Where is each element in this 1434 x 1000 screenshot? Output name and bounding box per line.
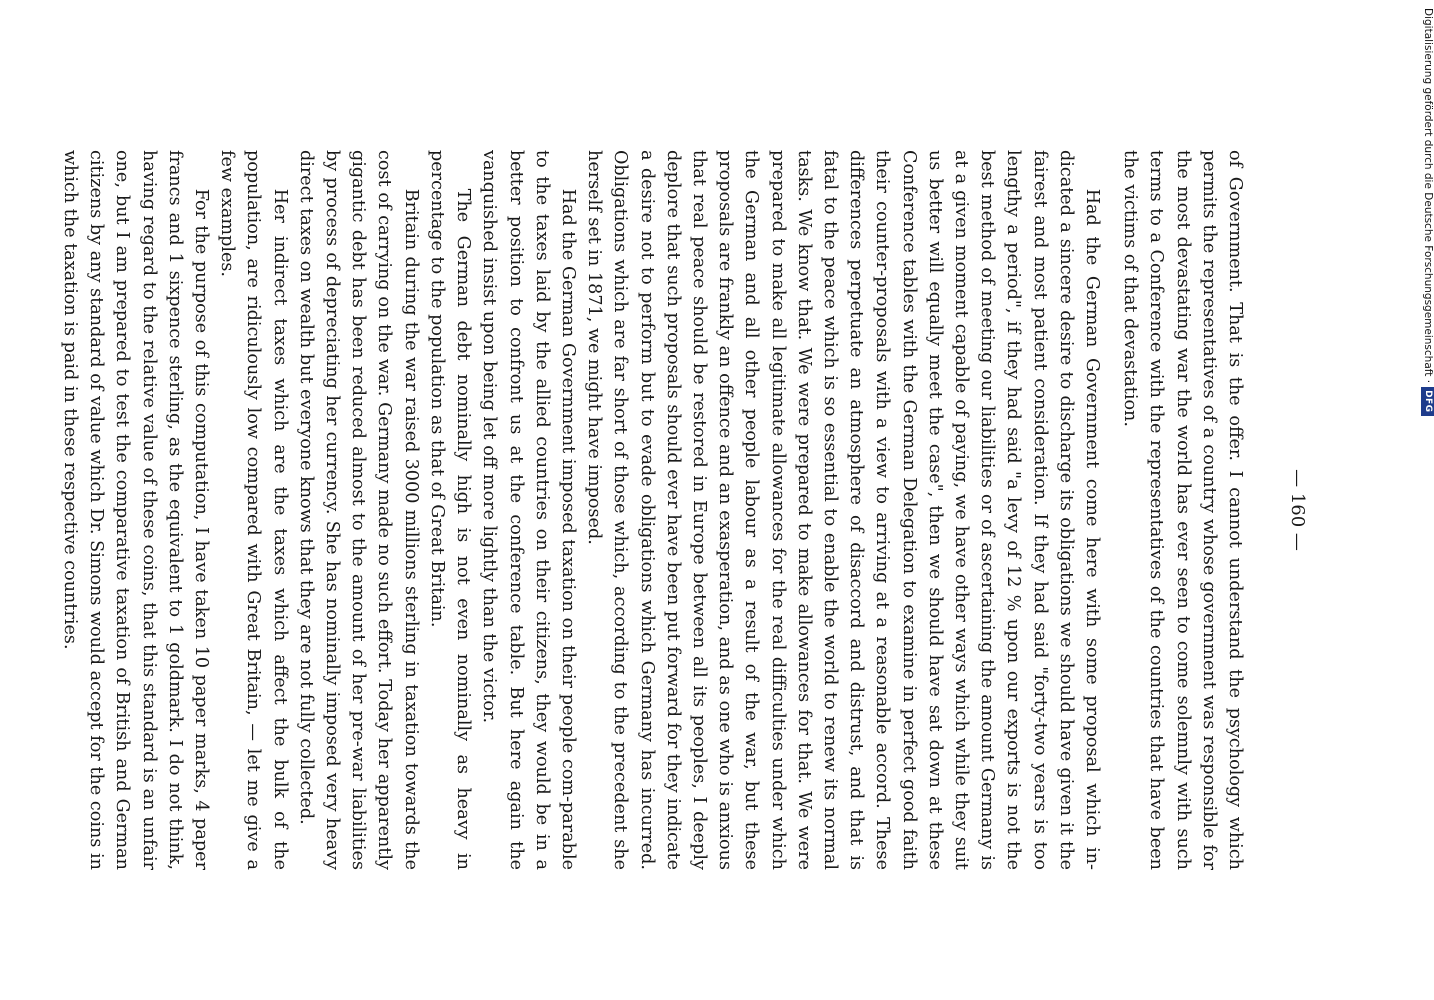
body-text xyxy=(57,150,1248,870)
paragraph-6: Her indirect taxes which are the taxes which affect the bulk of the population, are ridiculously low compared with Great Britain, — let me give a few examples. xyxy=(217,150,290,870)
digitization-stamp-text-row xyxy=(1417,8,1434,413)
digitization-stamp xyxy=(1409,0,1434,413)
digitization-credit-text: Digitalisierung gefördert durch die Deutsche Forschungsgemeinschaft · xyxy=(1422,8,1434,384)
paragraph-1: of Government. That is the offer. I cannot understand the psychology which permits the representatives of a country whose government was responsible for the most devastating war the world has ever seen to come solemnly with such terms to a Conference with the representatives of the countries that have been the victims of that devastation. xyxy=(1120,150,1245,870)
rotated-page-content xyxy=(60,150,1310,870)
dfg-logo-icon: DFG xyxy=(1421,387,1434,416)
paragraph-7: For the purpose of this computation, I have taken 10 paper marks, 4 paper francs and 1 sixpence sterling, as the equivalent to 1 goldmark. I do not think, having regard to the relative value of these coins, that this standard is an unfair one, but I am prepared to test the comparative taxation of British and German citizens by any standard of value which Dr. Simons would accept for the coins in which the taxation is paid in these respective countries. xyxy=(60,150,212,870)
paragraph-4: The German debt nominally high is not even nominally as heavy in percentage to the population as that of Great Britain. xyxy=(426,150,474,870)
paragraph-5: Britain during the war raised 3000 millions sterling in taxation towards the cost of carrying on the war. Germany made no such effort. Today her apparently gigantic debt has been reduced almost to the amount of her pre-war liabilities by process of depreciating her currency. She has nominally imposed very heavy direct taxes on wealth but everyone knows that they are not fully collected. xyxy=(295,150,421,870)
paragraph-3: Had the German Government imposed taxation on their people com-parable to the taxes laid by the allied countries on their citizens, they would be in a better position to confront us at the conference table. But here again the vanquished insist upon being let off more lightly than the victor. xyxy=(479,150,578,870)
paragraph-2: Had the German Government come here with some proposal which in-dicated a sincere desire to discharge its obligations we should have given it the fairest and most patient consideration. If they had said "forty-two years is too lengthy a period", if they had said "a levy of 12 % upon our exports is not the best method of meeting our liabilities or of ascertaining the amount Germany is at a given moment capable of paying, we have other ways which while they suit us better will equally meet the case", then we should have sat down at these Conference tables with the German Delegation to examine in perfect good faith their counter-proposals with a view to arriving at a reasonable accord. These differences perpetuate an atmosphere of disaccord and distrust, and that is fatal to the peace which is so essential to enable the world to renew its normal tasks. We know that. We were prepared to make allowances for that. We were prepared to make all legitimate allowances for the real difficulties under which the German and all other people labour as a result of the war, but these proposals are frankly an offence and an exasperation, and as one who is anxious that real peace should be restored in Europe between all its peoples, I deeply deplore that such proposals should ever have been put forward for they indicate a desire not to perform but to evade obligations which Germany has incurred. Obligations which are far short of those which, according to the precedent she herself set in 1871, we might have imposed. xyxy=(584,150,1102,870)
page-number: — 160 — xyxy=(1287,469,1308,551)
